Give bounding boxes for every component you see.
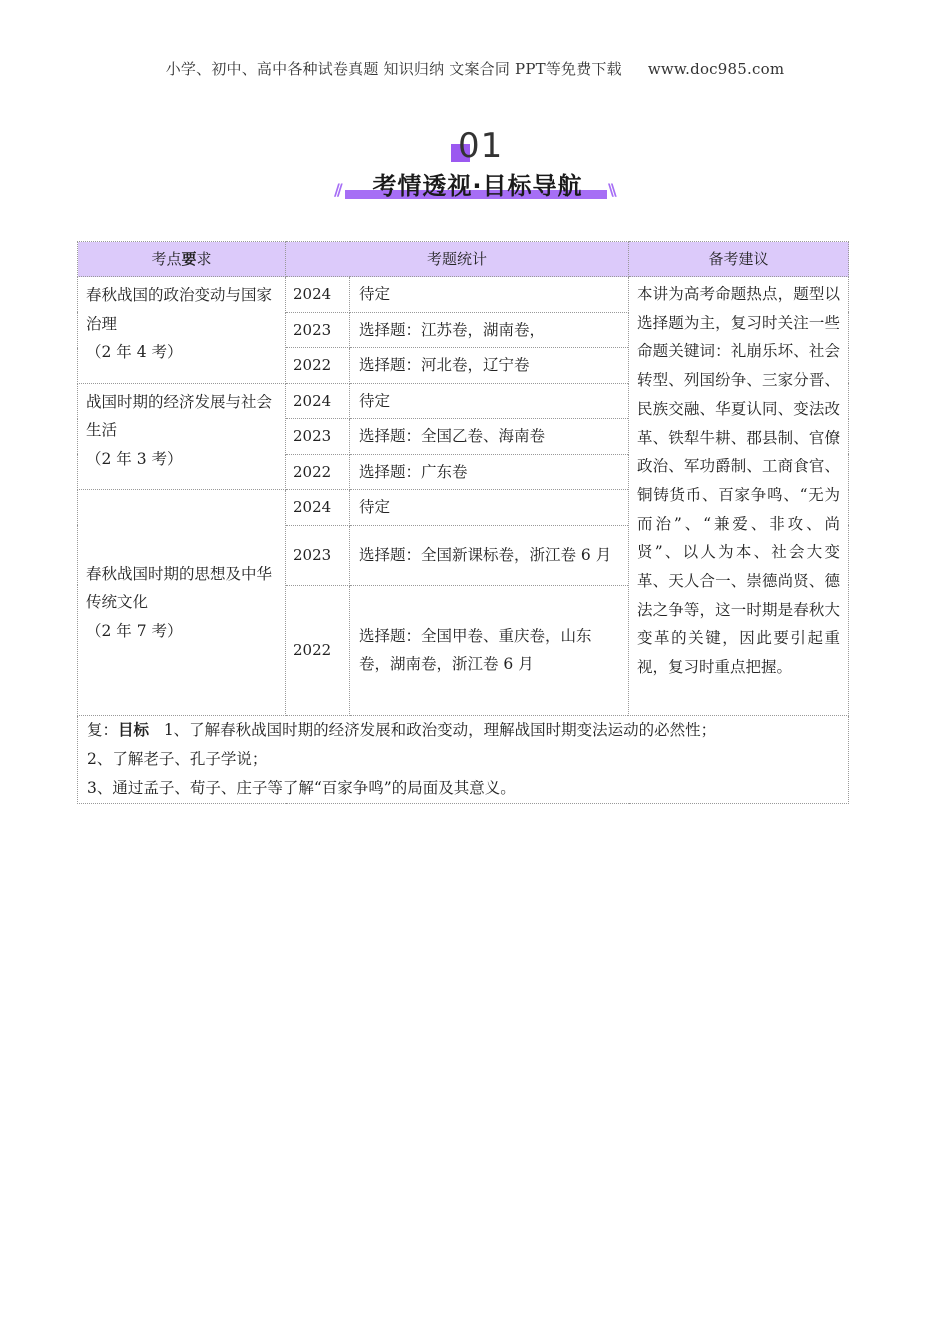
year-cell: 2024	[286, 490, 350, 526]
exam-analysis-table	[77, 241, 849, 804]
exam-cell: 选择题：全国乙卷、海南卷	[350, 419, 629, 455]
exam-cell: 待定	[350, 277, 629, 313]
exam-cell: 待定	[350, 490, 629, 526]
goal-label: 目标	[118, 720, 150, 739]
right-deco: \\	[608, 180, 614, 199]
exam-cell: 选择题：江苏卷，湖南卷，	[350, 312, 629, 348]
exam-cell: 待定	[350, 383, 629, 419]
section-number: 01	[458, 126, 504, 166]
page-header	[0, 58, 950, 79]
header-site[interactable]: www.doc985.com	[647, 60, 785, 78]
exam-cell: 选择题：河北卷，辽宁卷	[350, 348, 629, 384]
year-cell: 2022	[286, 348, 350, 384]
section-banner	[0, 128, 950, 208]
year-cell: 2023	[286, 525, 350, 585]
goal-row	[78, 715, 849, 803]
topic-cell: 战国时期的经济发展与社会生活 （2 年 3 考）	[78, 383, 286, 490]
exam-cell: 选择题：全国新课标卷，浙江卷 6 月	[350, 525, 629, 585]
year-cell: 2024	[286, 277, 350, 313]
topic-cell: 春秋战国时期的思想及中华传统文化 （2 年 7 考）	[78, 490, 286, 716]
goal-cell	[78, 715, 849, 803]
topic-cell: 春秋战国的政治变动与国家治理 （2 年 4 考）	[78, 277, 286, 384]
year-cell: 2024	[286, 383, 350, 419]
exam-cell: 选择题：全国甲卷、重庆卷，山东卷，湖南卷，浙江卷 6 月	[350, 585, 629, 715]
header-text: 小学、初中、高中各种试卷真题 知识归纳 文案合同 PPT等免费下载	[165, 60, 622, 78]
header-stats: 考题统计	[286, 242, 629, 277]
exam-cell: 选择题：广东卷	[350, 454, 629, 490]
goal-item: 3、通过孟子、荀子、庄子等了解“百家争鸣”的局面及其意义。	[87, 778, 516, 797]
year-cell: 2023	[286, 419, 350, 455]
goal-item: 2、了解老子、孔子学说；	[87, 749, 268, 768]
goal-prefix: 复：	[87, 720, 119, 739]
year-cell: 2022	[286, 454, 350, 490]
header-topic: 考点要求	[78, 242, 286, 277]
goal-item: 1、了解春秋战国时期的经济发展和政治变动，理解战国时期变法运动的必然性；	[163, 720, 717, 739]
section-title: 考情透视·目标导航	[372, 172, 583, 200]
header-advice: 备考建议	[629, 242, 849, 277]
advice-cell: 本讲为高考命题热点，题型以选择题为主，复习时关注一些命题关键词：礼崩乐坏、社会转型、列国纷争、三家分晋、民族交融、华夏认同、变法改革、铁犁牛耕、郡县制、官僚政治、军功爵制、工商食官、铜铸货币、百家争鸣、“无为而治”、“兼爱、非攻、尚贤”、以人为本、社会大变革、天人合一、崇德尚贤、德法之争等，这一时期是春秋大变革的关键，因此要引起重视，复习时重点把握。	[629, 277, 849, 716]
table-header-row	[78, 242, 849, 277]
year-cell: 2023	[286, 312, 350, 348]
year-cell: 2022	[286, 585, 350, 715]
table-row	[78, 277, 849, 313]
left-deco: //	[334, 180, 340, 199]
